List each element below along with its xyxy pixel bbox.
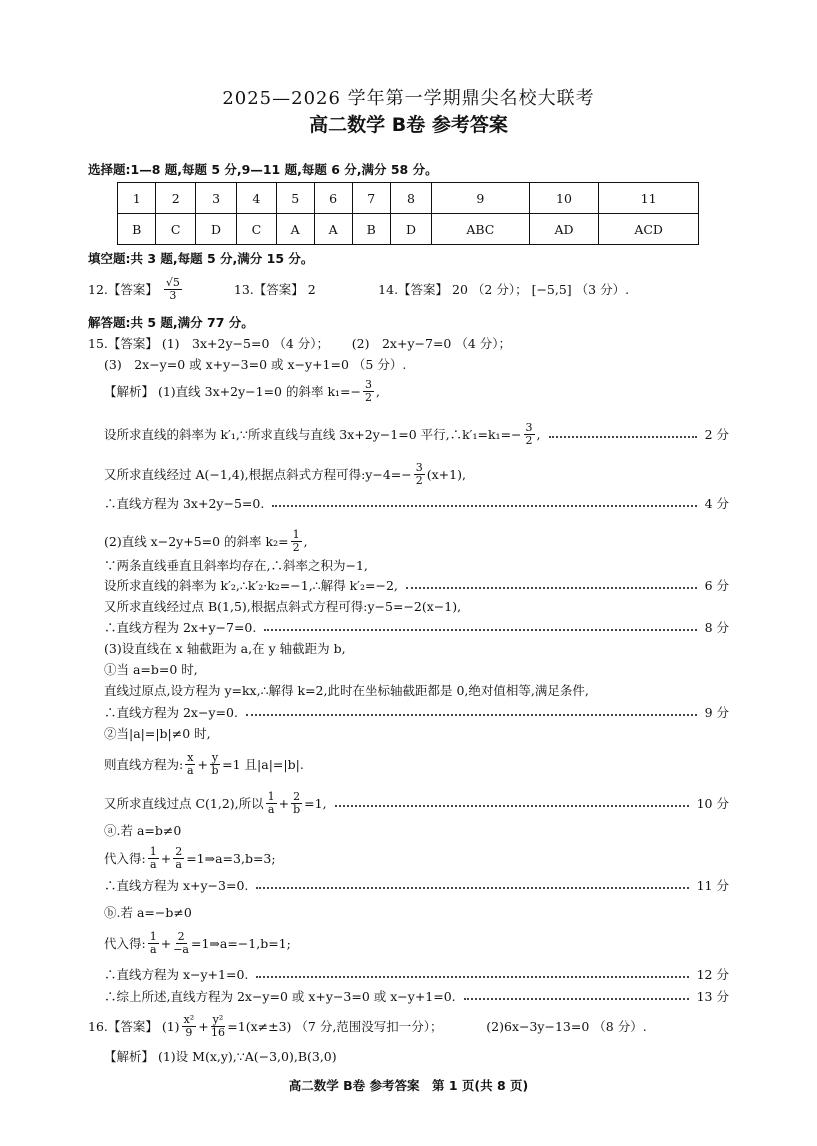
fraction bbox=[363, 379, 374, 404]
text-line bbox=[88, 247, 313, 269]
text-line bbox=[88, 311, 254, 333]
denominator: 2 bbox=[415, 473, 423, 487]
text-line bbox=[104, 679, 589, 701]
denominator: b bbox=[211, 763, 219, 777]
text-line bbox=[104, 637, 346, 659]
denominator: a bbox=[267, 802, 275, 816]
fraction bbox=[266, 791, 277, 816]
line-text: ∴直线方程为 2x−y=0. bbox=[104, 705, 238, 720]
line-text: =1, bbox=[304, 795, 327, 811]
denominator: 16 bbox=[210, 1025, 225, 1039]
question-number: 7 bbox=[352, 183, 390, 214]
question-number: 1 bbox=[118, 183, 156, 214]
answer-cell: C bbox=[156, 214, 196, 245]
score-label: 11 分 bbox=[696, 878, 729, 893]
dotted-leader bbox=[549, 436, 697, 438]
question-number-row bbox=[118, 183, 699, 214]
text-line bbox=[88, 332, 511, 354]
text-line bbox=[104, 353, 406, 375]
answer-cell: ACD bbox=[599, 214, 699, 245]
line-text: ∴直线方程为 3x+2y−5=0. bbox=[104, 496, 265, 511]
answer-cell: C bbox=[237, 214, 277, 245]
numerator: y bbox=[211, 750, 219, 764]
line-text: (x+1), bbox=[426, 466, 466, 482]
text-line bbox=[104, 722, 211, 744]
text-line bbox=[104, 789, 729, 816]
line-text: 代入得: bbox=[104, 936, 146, 951]
question-number: 11 bbox=[599, 183, 699, 214]
text-line bbox=[88, 1012, 647, 1039]
line-text: , bbox=[536, 426, 541, 442]
dotted-leader bbox=[264, 629, 696, 631]
fraction bbox=[211, 1014, 226, 1039]
denominator: 9 bbox=[185, 1025, 193, 1039]
numerator: 1 bbox=[267, 789, 275, 803]
dotted-leader bbox=[406, 587, 697, 589]
numerator: 2 bbox=[175, 844, 183, 858]
numerator: 1 bbox=[292, 527, 300, 541]
score-label: 4 分 bbox=[704, 496, 729, 511]
numerator: y² bbox=[212, 1012, 224, 1026]
line-text: =1⇒a=−1,b=1; bbox=[190, 935, 291, 951]
line-text: 【解析】 (1)设 M(x,y),∵A(−3,0),B(3,0) bbox=[104, 1049, 337, 1064]
question-number: 4 bbox=[237, 183, 277, 214]
line-text: ∴综上所述,直线方程为 2x−y=0 或 x+y−3=0 或 x−y+1=0. bbox=[104, 989, 456, 1004]
text-line bbox=[104, 750, 304, 777]
denominator: 3 bbox=[169, 288, 177, 302]
line-text: 16.【答案】 (1) bbox=[88, 1019, 180, 1034]
answer-cell: D bbox=[196, 214, 237, 245]
line-text: 则直线方程为: bbox=[104, 757, 184, 772]
dotted-leader bbox=[464, 998, 689, 1000]
question-number: 8 bbox=[390, 183, 431, 214]
line-text: (3) 2x−y=0 或 x+y−3=0 或 x−y+1=0 （5 分）. bbox=[104, 357, 407, 372]
text-line bbox=[104, 901, 192, 923]
line-text: 又所求直线经过点 B(1,5),根据点斜式方程可得:y−5=−2(x−1), bbox=[104, 599, 462, 614]
denominator: −a bbox=[173, 942, 189, 956]
answer-cell: D bbox=[390, 214, 431, 245]
score-label: 9 分 bbox=[704, 705, 729, 720]
text-line bbox=[104, 929, 291, 956]
text-line bbox=[104, 527, 308, 554]
dotted-leader bbox=[256, 976, 688, 978]
line-text: + bbox=[160, 935, 172, 951]
question-number: 9 bbox=[432, 183, 530, 214]
text-line bbox=[104, 616, 729, 638]
score-label: 8 分 bbox=[704, 620, 729, 635]
line-text: 设所求直线的斜率为 k′₁,∵所求直线与直线 3x+2y−1=0 平行,∴k′₁=k₁=− bbox=[104, 427, 522, 442]
numerator: 3 bbox=[525, 420, 533, 434]
line-text: ⓐ.若 a=b≠0 bbox=[104, 823, 182, 838]
denominator: b bbox=[293, 802, 301, 816]
fraction bbox=[291, 791, 302, 816]
line-text: 解答题:共 5 题,满分 77 分。 bbox=[88, 315, 254, 330]
line-text: ∴直线方程为 x+y−3=0. bbox=[104, 878, 249, 893]
text-line bbox=[104, 844, 276, 871]
text-line bbox=[104, 819, 181, 841]
line-text: + bbox=[197, 756, 208, 772]
numerator: 2 bbox=[177, 929, 185, 943]
numerator: 3 bbox=[415, 460, 423, 474]
denominator: a bbox=[187, 763, 194, 777]
document-subtitle: 高二数学 B卷 参考答案 bbox=[309, 114, 508, 136]
denominator: 2 bbox=[292, 540, 300, 554]
text-line bbox=[104, 874, 729, 896]
line-text: =1(x≠±3) （7 分,范围没写扣一分）； (2)6x−3y−13=0 （8 分）. bbox=[227, 1019, 647, 1034]
text-line bbox=[104, 574, 729, 596]
line-text: + bbox=[198, 1018, 209, 1034]
page-footer: 高二数学 B卷 参考答案 第 1 页(共 8 页) bbox=[288, 1078, 529, 1093]
text-line bbox=[88, 275, 630, 302]
line-text: 15.【答案】 (1) 3x+2y−5=0 （4 分）； (2) 2x+y−7=0 （4 分）； bbox=[88, 336, 512, 351]
line-text: 直线过原点,设方程为 y=kx,∴解得 k=2,此时在坐标轴截距都是 0,绝对值相等,满足条件, bbox=[104, 683, 589, 698]
line-text: ∵两条直线垂直且斜率均存在,∴斜率之积为−1, bbox=[104, 558, 368, 573]
line-text: , bbox=[375, 383, 380, 399]
fraction bbox=[524, 422, 535, 447]
line-text: 设所求直线的斜率为 k′₂,∴k′₂·k₂=−1,∴解得 k′₂=−2, bbox=[104, 578, 398, 593]
fraction bbox=[291, 529, 302, 554]
line-text: 又所求直线经过 A(−1,4),根据点斜式方程可得:y−4=− bbox=[104, 467, 412, 482]
answer-row bbox=[118, 214, 699, 245]
score-label: 10 分 bbox=[696, 796, 729, 811]
line-text: ①当 a=b=0 时, bbox=[104, 662, 198, 677]
denominator: 2 bbox=[364, 390, 372, 404]
score-label: 2 分 bbox=[704, 427, 729, 442]
line-text: =1 且|a|=|b|. bbox=[222, 757, 304, 772]
fraction bbox=[164, 277, 182, 302]
line-text: ⓑ.若 a=−b≠0 bbox=[104, 905, 192, 920]
answer-cell: B bbox=[352, 214, 390, 245]
line-text: =1⇒a=3,b=3; bbox=[186, 850, 276, 866]
score-label: 12 分 bbox=[696, 967, 729, 982]
text-line bbox=[104, 658, 198, 680]
line-text: 填空题:共 3 题,每题 5 分,满分 15 分。 bbox=[88, 251, 314, 266]
numerator: 2 bbox=[293, 789, 301, 803]
line-text: + bbox=[278, 795, 290, 811]
fraction bbox=[210, 752, 220, 777]
answer-cell: A bbox=[314, 214, 352, 245]
line-text: , bbox=[303, 533, 308, 549]
score-label: 13 分 bbox=[696, 989, 729, 1004]
question-number: 10 bbox=[529, 183, 599, 214]
text-line bbox=[104, 595, 461, 617]
fraction bbox=[182, 1014, 197, 1039]
dotted-leader bbox=[256, 887, 688, 889]
numerator: 3 bbox=[364, 377, 372, 391]
text-line bbox=[104, 985, 729, 1007]
exam-title: 2025—2026 学年第一学期鼎尖名校大联考 bbox=[222, 88, 595, 109]
denominator: a bbox=[149, 942, 157, 956]
line-text: (2)直线 x−2y+5=0 的斜率 k₂= bbox=[104, 534, 289, 549]
text-line bbox=[104, 1045, 337, 1067]
line-text: + bbox=[160, 850, 172, 866]
text-line bbox=[104, 492, 729, 514]
fraction bbox=[414, 462, 425, 487]
question-number: 2 bbox=[156, 183, 196, 214]
denominator: 2 bbox=[525, 433, 533, 447]
score-label: 6 分 bbox=[704, 578, 729, 593]
answer-cell: A bbox=[276, 214, 314, 245]
line-text: ∴直线方程为 x−y+1=0. bbox=[104, 967, 249, 982]
denominator: a bbox=[149, 857, 157, 871]
choice-answer-table bbox=[117, 182, 699, 245]
dotted-leader bbox=[246, 714, 697, 716]
line-text: 13.【答案】 2 14.【答案】 20 （2 分）； [−5,5] （3 分）. bbox=[183, 282, 630, 297]
numerator: √5 bbox=[165, 275, 180, 289]
text-line bbox=[104, 420, 729, 447]
text-line bbox=[88, 158, 438, 180]
text-line bbox=[104, 963, 729, 985]
denominator: a bbox=[175, 857, 182, 871]
line-text: 又所求直线过点 C(1,2),所以 bbox=[104, 796, 264, 811]
dotted-leader bbox=[272, 505, 696, 507]
line-text: ②当|a|=|b|≠0 时, bbox=[104, 726, 211, 741]
numerator: x² bbox=[183, 1012, 195, 1026]
text-line bbox=[104, 701, 729, 723]
fraction bbox=[173, 931, 189, 956]
line-text: 代入得: bbox=[104, 851, 146, 866]
answer-cell: AD bbox=[529, 214, 599, 245]
fraction bbox=[185, 752, 195, 777]
fraction bbox=[173, 846, 184, 871]
line-text: 【解析】 (1)直线 3x+2y−1=0 的斜率 k₁=− bbox=[104, 384, 361, 399]
text-line bbox=[104, 377, 380, 404]
line-text: (3)设直线在 x 轴截距为 a,在 y 轴截距为 b, bbox=[104, 641, 346, 656]
fraction bbox=[148, 931, 159, 956]
line-text: 选择题:1—8 题,每题 5 分,9—11 题,每题 6 分,满分 58 分。 bbox=[88, 162, 438, 177]
text-line bbox=[104, 554, 368, 576]
numerator: 1 bbox=[149, 844, 157, 858]
line-text: ∴直线方程为 2x+y−7=0. bbox=[104, 620, 257, 635]
dotted-leader bbox=[335, 805, 689, 807]
question-number: 5 bbox=[276, 183, 314, 214]
answer-cell: ABC bbox=[432, 214, 530, 245]
fraction bbox=[148, 846, 159, 871]
question-number: 3 bbox=[196, 183, 237, 214]
question-number: 6 bbox=[314, 183, 352, 214]
numerator: 1 bbox=[149, 929, 157, 943]
line-text: 12.【答案】 bbox=[88, 282, 162, 297]
numerator: x bbox=[187, 750, 194, 764]
answer-cell: B bbox=[118, 214, 156, 245]
text-line bbox=[104, 460, 466, 487]
